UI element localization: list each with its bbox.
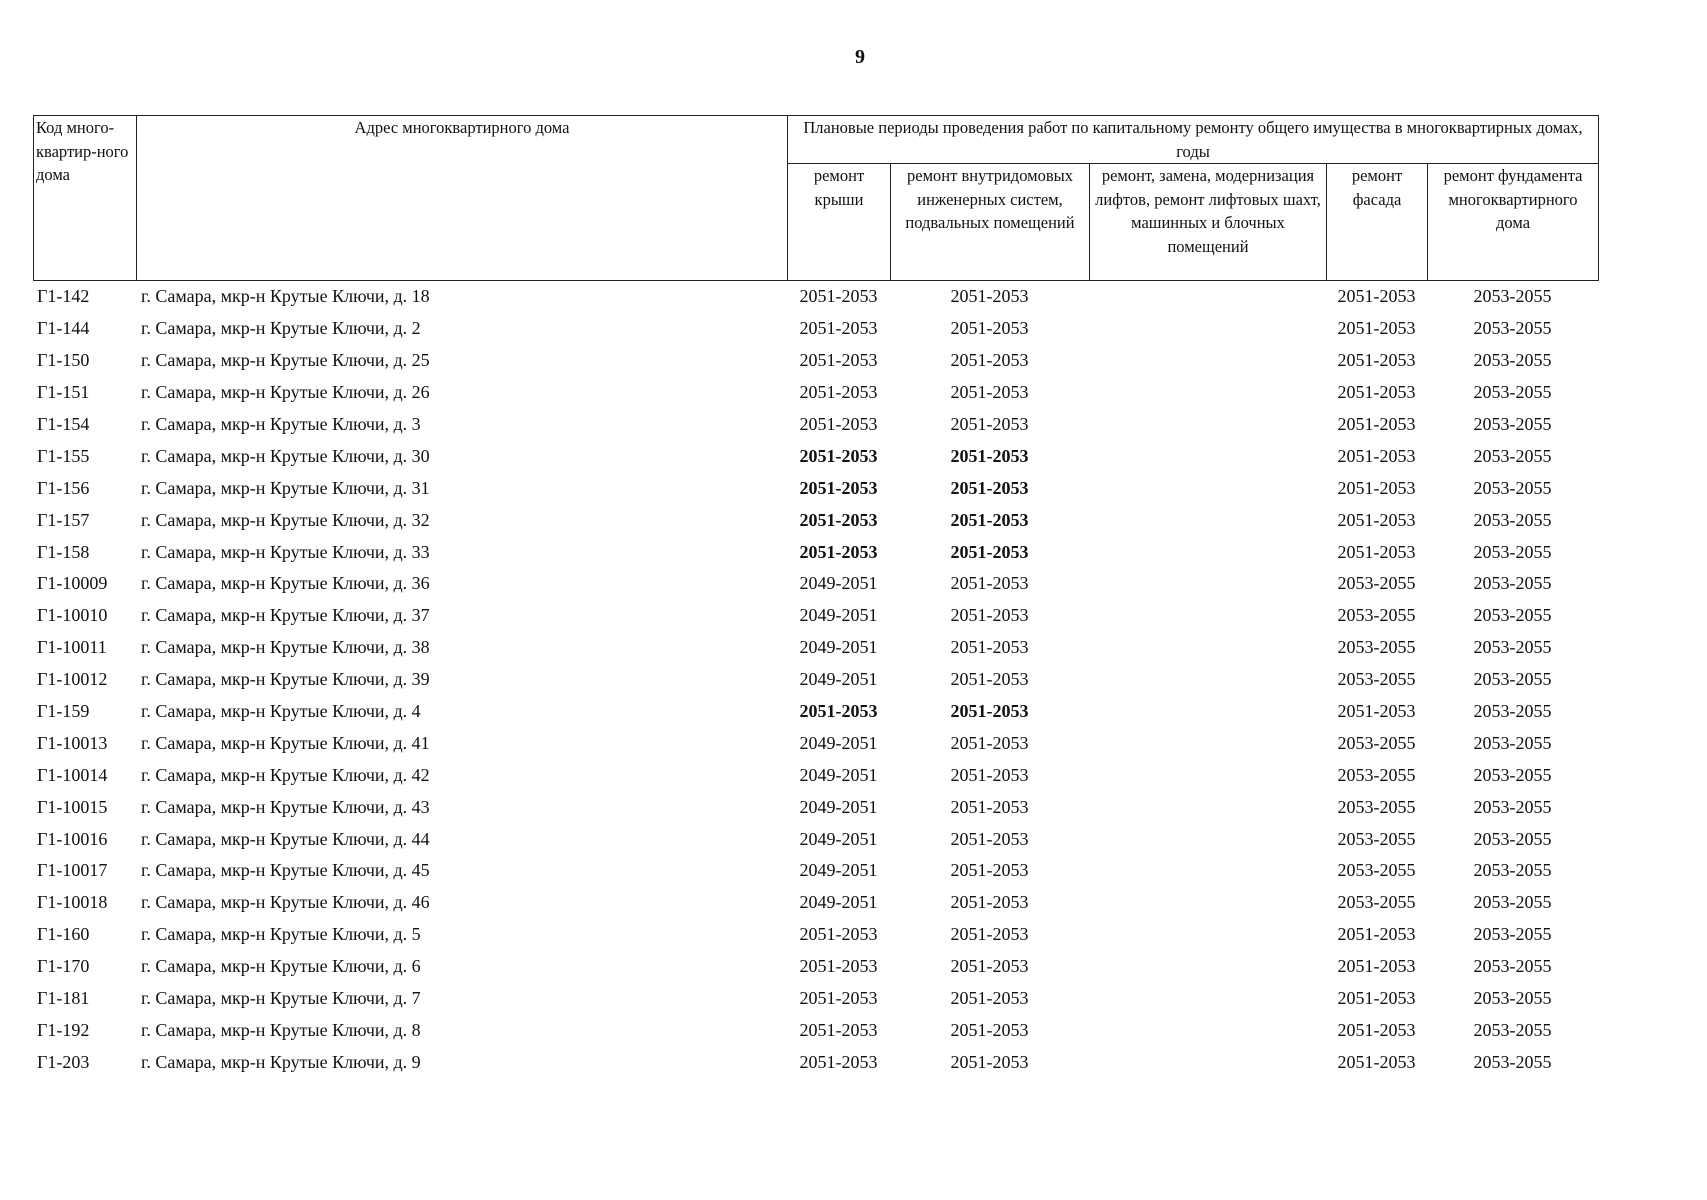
cell-address: г. Самара, мкр-н Крутые Ключи, д. 3 bbox=[141, 414, 421, 434]
table-row bbox=[33, 951, 1598, 983]
table-row bbox=[33, 983, 1598, 1015]
table-row bbox=[33, 664, 1598, 696]
cell-address: г. Самара, мкр-н Крутые Ключи, д. 6 bbox=[141, 956, 421, 977]
cell-roof: 2051-2053 bbox=[799, 445, 878, 466]
cell-address: г. Самара, мкр-н Крутые Ключи, д. 4 bbox=[141, 701, 421, 722]
cell-foundation: 2053-2055 bbox=[1473, 1019, 1552, 1040]
header-address: Адрес многоквартирного дома bbox=[137, 116, 788, 281]
table-row bbox=[33, 696, 1598, 728]
cell-facade: 2053-2055 bbox=[1337, 828, 1416, 849]
cell-roof: 2049-2051 bbox=[799, 573, 878, 594]
cell-code: Г1-181 bbox=[37, 988, 90, 1009]
cell-foundation: 2053-2055 bbox=[1473, 414, 1552, 434]
cell-code: Г1-10017 bbox=[37, 860, 108, 881]
cell-address: г. Самара, мкр-н Крутые Ключи, д. 43 bbox=[141, 796, 430, 817]
cell-engineering: 2051-2053 bbox=[950, 350, 1029, 371]
cell-facade: 2051-2053 bbox=[1337, 541, 1416, 562]
cell-engineering: 2051-2053 bbox=[950, 509, 1029, 530]
cell-address: г. Самара, мкр-н Крутые Ключи, д. 5 bbox=[141, 924, 421, 945]
cell-code: Г1-142 bbox=[37, 286, 90, 307]
cell-engineering: 2051-2053 bbox=[950, 605, 1029, 626]
cell-foundation: 2053-2055 bbox=[1473, 988, 1552, 1009]
table-row bbox=[33, 536, 1598, 568]
cell-roof: 2051-2053 bbox=[799, 1051, 878, 1072]
cell-roof: 2049-2051 bbox=[799, 828, 878, 849]
cell-engineering: 2051-2053 bbox=[950, 1051, 1029, 1072]
cell-foundation: 2053-2055 bbox=[1473, 828, 1552, 849]
cell-roof: 2049-2051 bbox=[799, 669, 878, 690]
cell-facade: 2053-2055 bbox=[1337, 796, 1416, 817]
table-row bbox=[33, 600, 1598, 632]
cell-code: Г1-10012 bbox=[37, 669, 108, 690]
cell-roof: 2051-2053 bbox=[799, 286, 878, 307]
cell-facade: 2051-2053 bbox=[1337, 1051, 1416, 1072]
header-periods-group: Плановые периоды проведения работ по капитальному ремонту общего имущества в многоквартирных домах, годы bbox=[788, 116, 1599, 164]
cell-facade: 2053-2055 bbox=[1337, 669, 1416, 690]
page-number: 9 bbox=[855, 46, 865, 68]
cell-facade: 2053-2055 bbox=[1337, 573, 1416, 594]
cell-address: г. Самара, мкр-н Крутые Ключи, д. 33 bbox=[141, 541, 430, 562]
cell-facade: 2053-2055 bbox=[1337, 764, 1416, 785]
cell-foundation: 2053-2055 bbox=[1473, 541, 1552, 562]
cell-engineering: 2051-2053 bbox=[950, 445, 1029, 466]
header-foundation: ремонт фундамента многоквартирного дома bbox=[1428, 164, 1599, 281]
cell-foundation: 2053-2055 bbox=[1473, 477, 1552, 498]
cell-facade: 2053-2055 bbox=[1337, 732, 1416, 753]
cell-roof: 2049-2051 bbox=[799, 796, 878, 817]
cell-code: Г1-10010 bbox=[37, 605, 108, 626]
cell-address: г. Самара, мкр-н Крутые Ключи, д. 46 bbox=[141, 892, 430, 913]
cell-facade: 2051-2053 bbox=[1337, 509, 1416, 530]
cell-code: Г1-170 bbox=[37, 956, 90, 977]
cell-engineering: 2051-2053 bbox=[950, 414, 1029, 434]
cell-address: г. Самара, мкр-н Крутые Ключи, д. 36 bbox=[141, 573, 430, 594]
header-code: Код много-квартир-ного дома bbox=[34, 116, 137, 281]
cell-address: г. Самара, мкр-н Крутые Ключи, д. 39 bbox=[141, 669, 430, 690]
table-row bbox=[33, 281, 1598, 313]
cell-roof: 2051-2053 bbox=[799, 318, 878, 339]
table-row bbox=[33, 1014, 1598, 1046]
cell-address: г. Самара, мкр-н Крутые Ключи, д. 37 bbox=[141, 605, 430, 626]
cell-facade: 2053-2055 bbox=[1337, 605, 1416, 626]
cell-foundation: 2053-2055 bbox=[1473, 605, 1552, 626]
header-lifts: ремонт, замена, модернизация лифтов, ремонт лифтовых шахт, машинных и блочных помещений bbox=[1090, 164, 1327, 281]
cell-code: Г1-158 bbox=[37, 541, 90, 562]
table-row bbox=[33, 345, 1598, 377]
cell-roof: 2049-2051 bbox=[799, 764, 878, 785]
cell-code: Г1-10016 bbox=[37, 828, 108, 849]
cell-roof: 2051-2053 bbox=[799, 350, 878, 371]
cell-facade: 2051-2053 bbox=[1337, 318, 1416, 339]
cell-engineering: 2051-2053 bbox=[950, 732, 1029, 753]
cell-foundation: 2053-2055 bbox=[1473, 669, 1552, 690]
cell-foundation: 2053-2055 bbox=[1473, 764, 1552, 785]
cell-facade: 2051-2053 bbox=[1337, 445, 1416, 466]
cell-code: Г1-10014 bbox=[37, 764, 108, 785]
table-row bbox=[33, 919, 1598, 951]
cell-code: Г1-144 bbox=[37, 318, 90, 339]
cell-code: Г1-203 bbox=[37, 1051, 90, 1072]
cell-address: г. Самара, мкр-н Крутые Ключи, д. 41 bbox=[141, 732, 430, 753]
cell-address: г. Самара, мкр-н Крутые Ключи, д. 7 bbox=[141, 988, 421, 1009]
cell-roof: 2049-2051 bbox=[799, 732, 878, 753]
cell-foundation: 2053-2055 bbox=[1473, 892, 1552, 913]
table-row bbox=[33, 791, 1598, 823]
cell-foundation: 2053-2055 bbox=[1473, 956, 1552, 977]
cell-facade: 2051-2053 bbox=[1337, 414, 1416, 434]
cell-foundation: 2053-2055 bbox=[1473, 350, 1552, 371]
cell-facade: 2051-2053 bbox=[1337, 286, 1416, 307]
cell-address: г. Самара, мкр-н Крутые Ключи, д. 9 bbox=[141, 1051, 421, 1072]
table-row bbox=[33, 313, 1598, 345]
cell-engineering: 2051-2053 bbox=[950, 318, 1029, 339]
cell-foundation: 2053-2055 bbox=[1473, 509, 1552, 530]
cell-engineering: 2051-2053 bbox=[950, 892, 1029, 913]
cell-engineering: 2051-2053 bbox=[950, 956, 1029, 977]
cell-address: г. Самара, мкр-н Крутые Ключи, д. 42 bbox=[141, 764, 430, 785]
cell-engineering: 2051-2053 bbox=[950, 541, 1029, 562]
header-facade: ремонт фасада bbox=[1327, 164, 1428, 281]
cell-foundation: 2053-2055 bbox=[1473, 286, 1552, 307]
cell-foundation: 2053-2055 bbox=[1473, 318, 1552, 339]
cell-code: Г1-154 bbox=[37, 414, 90, 434]
cell-address: г. Самара, мкр-н Крутые Ключи, д. 38 bbox=[141, 637, 430, 658]
cell-engineering: 2051-2053 bbox=[950, 1019, 1029, 1040]
cell-code: Г1-192 bbox=[37, 1019, 90, 1040]
cell-roof: 2049-2051 bbox=[799, 637, 878, 658]
cell-address: г. Самара, мкр-н Крутые Ключи, д. 2 bbox=[141, 318, 421, 339]
header-engineering: ремонт внутридомовых инженерных систем, подвальных помещений bbox=[891, 164, 1090, 281]
cell-engineering: 2051-2053 bbox=[950, 669, 1029, 690]
cell-roof: 2049-2051 bbox=[799, 892, 878, 913]
cell-code: Г1-10018 bbox=[37, 892, 108, 913]
cell-roof: 2049-2051 bbox=[799, 605, 878, 626]
cell-facade: 2051-2053 bbox=[1337, 350, 1416, 371]
cell-roof: 2051-2053 bbox=[799, 382, 878, 403]
cell-code: Г1-160 bbox=[37, 924, 90, 945]
cell-address: г. Самара, мкр-н Крутые Ключи, д. 26 bbox=[141, 382, 430, 403]
cell-code: Г1-10015 bbox=[37, 796, 108, 817]
table-row bbox=[33, 887, 1598, 919]
cell-address: г. Самара, мкр-н Крутые Ключи, д. 18 bbox=[141, 286, 430, 307]
cell-code: Г1-155 bbox=[37, 445, 90, 466]
cell-facade: 2053-2055 bbox=[1337, 637, 1416, 658]
cell-foundation: 2053-2055 bbox=[1473, 796, 1552, 817]
cell-roof: 2051-2053 bbox=[799, 414, 878, 434]
table-row bbox=[33, 440, 1598, 472]
cell-foundation: 2053-2055 bbox=[1473, 1051, 1552, 1072]
table-row bbox=[33, 759, 1598, 791]
cell-engineering: 2051-2053 bbox=[950, 764, 1029, 785]
table-row bbox=[33, 568, 1598, 600]
cell-engineering: 2051-2053 bbox=[950, 988, 1029, 1009]
cell-roof: 2051-2053 bbox=[799, 956, 878, 977]
cell-code: Г1-156 bbox=[37, 477, 90, 498]
cell-engineering: 2051-2053 bbox=[950, 924, 1029, 945]
cell-engineering: 2051-2053 bbox=[950, 701, 1029, 722]
cell-address: г. Самара, мкр-н Крутые Ключи, д. 25 bbox=[141, 350, 430, 371]
table-row bbox=[33, 472, 1598, 504]
cell-code: Г1-10009 bbox=[37, 573, 108, 594]
table-row bbox=[33, 855, 1598, 887]
table-body bbox=[33, 281, 1598, 1078]
cell-engineering: 2051-2053 bbox=[950, 573, 1029, 594]
cell-code: Г1-151 bbox=[37, 382, 90, 403]
cell-facade: 2051-2053 bbox=[1337, 956, 1416, 977]
cell-roof: 2051-2053 bbox=[799, 1019, 878, 1040]
cell-facade: 2051-2053 bbox=[1337, 924, 1416, 945]
table-row bbox=[33, 409, 1598, 441]
cell-address: г. Самара, мкр-н Крутые Ключи, д. 8 bbox=[141, 1019, 421, 1040]
cell-facade: 2051-2053 bbox=[1337, 1019, 1416, 1040]
cell-code: Г1-159 bbox=[37, 701, 90, 722]
cell-engineering: 2051-2053 bbox=[950, 860, 1029, 881]
cell-address: г. Самара, мкр-н Крутые Ключи, д. 45 bbox=[141, 860, 430, 881]
cell-foundation: 2053-2055 bbox=[1473, 382, 1552, 403]
cell-foundation: 2053-2055 bbox=[1473, 924, 1552, 945]
cell-engineering: 2051-2053 bbox=[950, 637, 1029, 658]
header-roof: ремонт крыши bbox=[788, 164, 891, 281]
table-header bbox=[33, 115, 1599, 281]
cell-code: Г1-150 bbox=[37, 350, 90, 371]
cell-engineering: 2051-2053 bbox=[950, 477, 1029, 498]
table-row bbox=[33, 377, 1598, 409]
cell-foundation: 2053-2055 bbox=[1473, 701, 1552, 722]
cell-roof: 2051-2053 bbox=[799, 701, 878, 722]
cell-facade: 2053-2055 bbox=[1337, 860, 1416, 881]
cell-foundation: 2053-2055 bbox=[1473, 637, 1552, 658]
cell-facade: 2053-2055 bbox=[1337, 892, 1416, 913]
cell-address: г. Самара, мкр-н Крутые Ключи, д. 30 bbox=[141, 445, 430, 466]
cell-code: Г1-157 bbox=[37, 509, 90, 530]
cell-engineering: 2051-2053 bbox=[950, 796, 1029, 817]
cell-facade: 2051-2053 bbox=[1337, 382, 1416, 403]
cell-engineering: 2051-2053 bbox=[950, 382, 1029, 403]
cell-engineering: 2051-2053 bbox=[950, 286, 1029, 307]
cell-address: г. Самара, мкр-н Крутые Ключи, д. 32 bbox=[141, 509, 430, 530]
cell-foundation: 2053-2055 bbox=[1473, 860, 1552, 881]
cell-roof: 2051-2053 bbox=[799, 509, 878, 530]
table-row bbox=[33, 823, 1598, 855]
table-row bbox=[33, 504, 1598, 536]
table-row bbox=[33, 727, 1598, 759]
cell-roof: 2051-2053 bbox=[799, 541, 878, 562]
cell-foundation: 2053-2055 bbox=[1473, 573, 1552, 594]
cell-facade: 2051-2053 bbox=[1337, 988, 1416, 1009]
cell-facade: 2051-2053 bbox=[1337, 701, 1416, 722]
cell-roof: 2049-2051 bbox=[799, 860, 878, 881]
cell-roof: 2051-2053 bbox=[799, 924, 878, 945]
cell-facade: 2051-2053 bbox=[1337, 477, 1416, 498]
cell-engineering: 2051-2053 bbox=[950, 828, 1029, 849]
table-row bbox=[33, 1046, 1598, 1078]
capital-repair-schedule bbox=[33, 115, 1598, 1078]
cell-address: г. Самара, мкр-н Крутые Ключи, д. 31 bbox=[141, 477, 430, 498]
cell-roof: 2051-2053 bbox=[799, 477, 878, 498]
cell-foundation: 2053-2055 bbox=[1473, 732, 1552, 753]
cell-foundation: 2053-2055 bbox=[1473, 445, 1552, 466]
cell-code: Г1-10013 bbox=[37, 732, 108, 753]
cell-address: г. Самара, мкр-н Крутые Ключи, д. 44 bbox=[141, 828, 430, 849]
cell-code: Г1-10011 bbox=[37, 637, 107, 658]
cell-roof: 2051-2053 bbox=[799, 988, 878, 1009]
table-row bbox=[33, 632, 1598, 664]
